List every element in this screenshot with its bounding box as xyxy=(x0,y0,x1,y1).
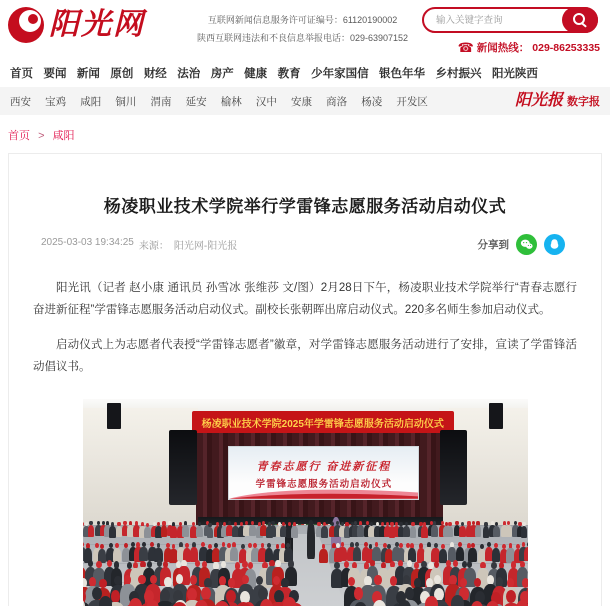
secondary-nav xyxy=(0,87,610,115)
nav-item-original[interactable]: 原创 xyxy=(110,68,134,80)
crowd-person xyxy=(225,602,261,606)
crowd-person xyxy=(182,521,189,536)
license-line2: 陕西互联网违法和不良信息举报电话：029-63907152 xyxy=(197,33,409,43)
news-hotline xyxy=(422,40,600,55)
nav-item-yaowen[interactable]: 要闻 xyxy=(43,68,67,80)
crowd-person xyxy=(321,522,328,537)
photo-banner-text: 杨凌职业技术学院2025年学雷锋志愿服务活动启动仪式 xyxy=(192,411,455,433)
crowd-person xyxy=(468,543,477,562)
crowd-person xyxy=(372,542,381,561)
crowd-person xyxy=(505,521,512,536)
search-input[interactable] xyxy=(434,10,556,30)
nav-item-shaonian[interactable]: 少年家国信 xyxy=(311,68,369,80)
city-xianyang[interactable]: 咸阳 xyxy=(80,95,102,108)
crowd-person xyxy=(196,522,203,537)
article-paragraph-2: 启动仪式上为志愿者代表授“学雷锋志愿者”徽章，对学雷锋志愿服务活动进行了安排，宣读了学雷锋活动倡议书。 xyxy=(33,338,577,374)
crowd-person xyxy=(521,522,528,537)
crowd-person xyxy=(357,521,364,536)
crowd-person xyxy=(421,522,428,537)
breadcrumb-home[interactable]: 首页 xyxy=(8,130,30,142)
site-logo[interactable] xyxy=(8,7,145,43)
crowd-person xyxy=(276,597,304,606)
crowd-person xyxy=(284,543,293,562)
screen-slogan-line2: 学雷锋志愿服务活动启动仪式 xyxy=(255,478,393,490)
nav-item-law[interactable]: 法治 xyxy=(177,68,201,80)
crowd-person xyxy=(493,522,500,537)
crowd-person xyxy=(161,602,197,606)
epaper-link[interactable] xyxy=(515,93,600,109)
city-yangling[interactable]: 杨凌 xyxy=(361,95,383,108)
nav-item-property[interactable]: 房产 xyxy=(210,68,234,80)
city-weinan[interactable]: 渭南 xyxy=(150,95,172,108)
city-nav xyxy=(10,94,428,109)
article-meta xyxy=(33,234,577,255)
article-photo xyxy=(83,399,528,606)
meta-left xyxy=(41,237,237,252)
site-header xyxy=(0,0,610,59)
nav-item-yangguang-shaanxi[interactable]: 阳光陕西 xyxy=(491,68,538,80)
breadcrumb-separator: > xyxy=(38,130,45,142)
logo-text: 阳光网 xyxy=(49,8,145,41)
city-baoji[interactable]: 宝鸡 xyxy=(45,95,67,108)
crowd-person xyxy=(447,522,454,537)
crowd-person xyxy=(475,521,482,536)
city-kaifaqu[interactable]: 开发区 xyxy=(396,95,428,108)
city-tongchuan[interactable]: 铜川 xyxy=(115,95,137,108)
crowd-person xyxy=(431,521,438,536)
crowd-person xyxy=(139,542,148,561)
source-name: 阳光网-阳光报 xyxy=(173,241,238,252)
epaper-label: 数字报 xyxy=(567,96,600,108)
crowd-person xyxy=(113,543,122,562)
nav-item-finance[interactable]: 财经 xyxy=(143,68,167,80)
crowd-person xyxy=(391,600,419,606)
license-line1: 互联网新闻信息服务许可证编号：61120190002 xyxy=(207,15,398,25)
share-label: 分享到 xyxy=(477,239,509,251)
city-shangluo[interactable]: 商洛 xyxy=(326,95,348,108)
nav-item-home[interactable]: 首页 xyxy=(10,68,33,80)
crowd-person xyxy=(456,542,465,561)
crowd-person xyxy=(353,542,362,561)
nav-item-yinse[interactable]: 银色年华 xyxy=(379,68,426,80)
crowd-person xyxy=(408,543,417,562)
wechat-share-icon[interactable] xyxy=(516,234,537,255)
epaper-logo: 阳光报 xyxy=(514,92,563,109)
crowd-person xyxy=(524,542,527,561)
crowd-person xyxy=(91,596,119,606)
share-bar xyxy=(478,234,566,255)
article-paragraph-1: 阳光讯（记者 赵小康 通讯员 孙雪冰 张维莎 文/图）2月28日下午，杨凌职业技术学院举行“青春志愿行 奋进新征程”学雷锋志愿服务活动启动仪式。副校长张朝晖出席启动仪式。220多名师生参加启动仪式。 xyxy=(33,282,577,317)
hotline-label: 新闻热线： xyxy=(476,42,530,54)
city-hanzhong[interactable]: 汉中 xyxy=(255,95,277,108)
crowd-person xyxy=(365,600,393,606)
crowd-person xyxy=(190,542,199,561)
nav-item-news[interactable]: 新闻 xyxy=(76,68,100,80)
crowd-person xyxy=(88,521,95,536)
crowd-person xyxy=(249,521,256,536)
crowd xyxy=(83,399,528,606)
crowd-person xyxy=(338,542,347,561)
search-icon xyxy=(573,13,585,25)
primary-nav xyxy=(0,59,538,87)
crowd-person xyxy=(207,523,214,538)
crowd-person xyxy=(265,543,274,562)
publish-date: 2025-03-03 19:34:25 xyxy=(41,237,134,248)
nav-item-education[interactable]: 教育 xyxy=(277,68,301,80)
crowd-person xyxy=(319,544,328,563)
screen-slogan-line1: 青春志愿行 奋进新征程 xyxy=(256,461,392,474)
nav-item-xiangcun[interactable]: 乡村振兴 xyxy=(435,68,482,80)
sun-logo-icon xyxy=(8,7,44,43)
city-yulin[interactable]: 榆林 xyxy=(220,95,242,108)
license-info xyxy=(197,11,408,47)
crowd-person xyxy=(410,522,417,537)
crowd-person xyxy=(291,522,298,537)
search-box xyxy=(422,7,598,33)
article-card xyxy=(8,153,602,606)
breadcrumb-current[interactable]: 咸阳 xyxy=(52,130,75,142)
city-ankang[interactable]: 安康 xyxy=(291,95,312,108)
city-yanan[interactable]: 延安 xyxy=(185,95,207,108)
city-xian[interactable]: 西安 xyxy=(10,95,31,108)
crowd-person xyxy=(230,542,239,561)
header-right xyxy=(422,7,600,55)
hotline-number: 029-86253335 xyxy=(532,41,600,54)
source-label: 来源： xyxy=(138,241,169,252)
nav-item-health[interactable]: 健康 xyxy=(244,68,268,80)
qq-share-icon[interactable] xyxy=(544,234,565,255)
search-button[interactable] xyxy=(562,7,598,33)
crowd-person xyxy=(154,543,163,562)
breadcrumb xyxy=(0,115,610,153)
article-title: 杨凌职业技术学院举行学雷锋志愿服务活动启动仪式 xyxy=(103,197,507,216)
phone-icon: ☎ xyxy=(457,40,474,55)
